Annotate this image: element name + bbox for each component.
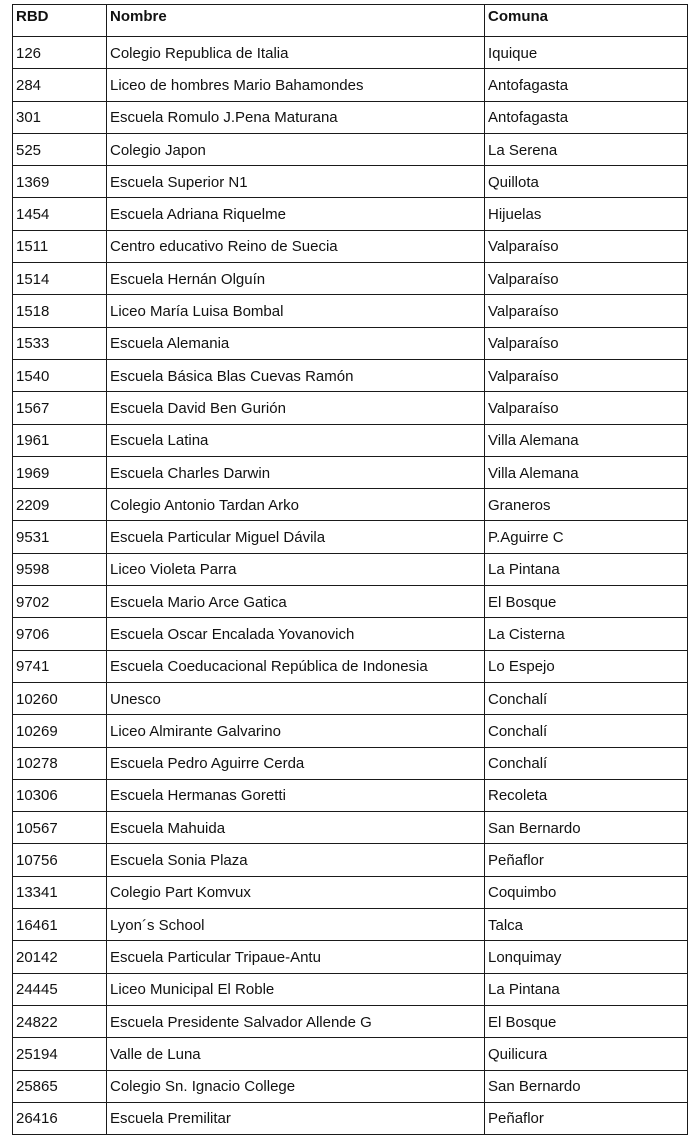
comuna-cell: Conchalí <box>485 715 688 747</box>
nombre-cell: Escuela Básica Blas Cuevas Ramón <box>107 359 485 391</box>
comuna-cell: Peñaflor <box>485 1102 688 1134</box>
school-list-sheet <box>12 4 687 1135</box>
rbd-cell: 24445 <box>13 973 107 1005</box>
comuna-cell: Peñaflor <box>485 844 688 876</box>
table-row <box>13 101 688 133</box>
nombre-cell: Centro educativo Reino de Suecia <box>107 230 485 262</box>
comuna-cell: Recoleta <box>485 779 688 811</box>
table-row <box>13 1102 688 1134</box>
comuna-cell: Villa Alemana <box>485 424 688 456</box>
nombre-cell: Escuela Romulo J.Pena Maturana <box>107 101 485 133</box>
rbd-cell: 1533 <box>13 327 107 359</box>
rbd-cell: 2209 <box>13 489 107 521</box>
header-row <box>13 5 688 37</box>
comuna-cell: San Bernardo <box>485 812 688 844</box>
table-row <box>13 327 688 359</box>
table-row <box>13 844 688 876</box>
rbd-cell: 10567 <box>13 812 107 844</box>
nombre-cell: Escuela Alemania <box>107 327 485 359</box>
nombre-cell: Escuela Hernán Olguín <box>107 263 485 295</box>
nombre-cell: Escuela Pedro Aguirre Cerda <box>107 747 485 779</box>
comuna-cell: La Cisterna <box>485 618 688 650</box>
rbd-cell: 26416 <box>13 1102 107 1134</box>
table-row <box>13 166 688 198</box>
nombre-cell: Liceo María Luisa Bombal <box>107 295 485 327</box>
comuna-cell: Valparaíso <box>485 295 688 327</box>
table-row <box>13 456 688 488</box>
table-row <box>13 747 688 779</box>
comuna-cell: La Serena <box>485 133 688 165</box>
comuna-cell: Valparaíso <box>485 263 688 295</box>
rbd-cell: 1514 <box>13 263 107 295</box>
table-row <box>13 1038 688 1070</box>
rbd-cell: 10278 <box>13 747 107 779</box>
nombre-cell: Escuela Premilitar <box>107 1102 485 1134</box>
comuna-cell: Hijuelas <box>485 198 688 230</box>
nombre-cell: Liceo Municipal El Roble <box>107 973 485 1005</box>
table-row <box>13 392 688 424</box>
comuna-cell: Graneros <box>485 489 688 521</box>
rbd-cell: 1511 <box>13 230 107 262</box>
table-row <box>13 553 688 585</box>
table-row <box>13 133 688 165</box>
nombre-cell: Colegio Japon <box>107 133 485 165</box>
nombre-cell: Escuela David Ben Gurión <box>107 392 485 424</box>
comuna-cell: Conchalí <box>485 682 688 714</box>
rbd-cell: 1567 <box>13 392 107 424</box>
schools-table <box>12 4 688 1135</box>
table-row <box>13 941 688 973</box>
rbd-cell: 9598 <box>13 553 107 585</box>
nombre-cell: Escuela Presidente Salvador Allende G <box>107 1005 485 1037</box>
table-row <box>13 876 688 908</box>
rbd-cell: 20142 <box>13 941 107 973</box>
comuna-cell: Antofagasta <box>485 101 688 133</box>
nombre-cell: Escuela Mario Arce Gatica <box>107 586 485 618</box>
rbd-cell: 126 <box>13 37 107 69</box>
rbd-cell: 1518 <box>13 295 107 327</box>
nombre-cell: Valle de Luna <box>107 1038 485 1070</box>
table-row <box>13 779 688 811</box>
comuna-cell: Valparaíso <box>485 359 688 391</box>
nombre-cell: Escuela Particular Tripaue-Antu <box>107 941 485 973</box>
rbd-cell: 525 <box>13 133 107 165</box>
rbd-cell: 284 <box>13 69 107 101</box>
table-row <box>13 230 688 262</box>
nombre-cell: Escuela Latina <box>107 424 485 456</box>
rbd-cell: 24822 <box>13 1005 107 1037</box>
rbd-cell: 10756 <box>13 844 107 876</box>
nombre-cell: Colegio Sn. Ignacio College <box>107 1070 485 1102</box>
table-row <box>13 973 688 1005</box>
comuna-cell: Villa Alemana <box>485 456 688 488</box>
table-row <box>13 489 688 521</box>
rbd-cell: 1369 <box>13 166 107 198</box>
nombre-cell: Colegio Part Komvux <box>107 876 485 908</box>
table-row <box>13 295 688 327</box>
nombre-cell: Liceo Almirante Galvarino <box>107 715 485 747</box>
rbd-cell: 9741 <box>13 650 107 682</box>
rbd-cell: 25194 <box>13 1038 107 1070</box>
table-row <box>13 1070 688 1102</box>
table-row <box>13 1005 688 1037</box>
rbd-cell: 10260 <box>13 682 107 714</box>
table-row <box>13 618 688 650</box>
table-row <box>13 682 688 714</box>
nombre-cell: Unesco <box>107 682 485 714</box>
comuna-cell: Antofagasta <box>485 69 688 101</box>
nombre-cell: Liceo Violeta Parra <box>107 553 485 585</box>
table-row <box>13 37 688 69</box>
comuna-cell: Iquique <box>485 37 688 69</box>
table-row <box>13 521 688 553</box>
comuna-cell: La Pintana <box>485 973 688 1005</box>
nombre-cell: Escuela Superior N1 <box>107 166 485 198</box>
rbd-column-header: RBD <box>13 5 107 37</box>
nombre-cell: Escuela Adriana Riquelme <box>107 198 485 230</box>
rbd-cell: 301 <box>13 101 107 133</box>
comuna-cell: El Bosque <box>485 1005 688 1037</box>
rbd-cell: 10306 <box>13 779 107 811</box>
comuna-cell: Quilicura <box>485 1038 688 1070</box>
comuna-cell: El Bosque <box>485 586 688 618</box>
table-header <box>13 5 688 37</box>
comuna-cell: Coquimbo <box>485 876 688 908</box>
comuna-cell: Valparaíso <box>485 392 688 424</box>
nombre-cell: Escuela Oscar Encalada Yovanovich <box>107 618 485 650</box>
comuna-cell: Conchalí <box>485 747 688 779</box>
nombre-column-header: Nombre <box>107 5 485 37</box>
table-row <box>13 812 688 844</box>
nombre-cell: Lyon´s School <box>107 909 485 941</box>
nombre-cell: Escuela Sonia Plaza <box>107 844 485 876</box>
nombre-cell: Escuela Particular Miguel Dávila <box>107 521 485 553</box>
comuna-cell: Lonquimay <box>485 941 688 973</box>
comuna-cell: Quillota <box>485 166 688 198</box>
nombre-cell: Liceo de hombres Mario Bahamondes <box>107 69 485 101</box>
nombre-cell: Escuela Mahuida <box>107 812 485 844</box>
rbd-cell: 9531 <box>13 521 107 553</box>
comuna-cell: San Bernardo <box>485 1070 688 1102</box>
comuna-cell: Valparaíso <box>485 327 688 359</box>
nombre-cell: Escuela Coeducacional República de Indonesia <box>107 650 485 682</box>
table-row <box>13 424 688 456</box>
rbd-cell: 1540 <box>13 359 107 391</box>
rbd-cell: 1961 <box>13 424 107 456</box>
rbd-cell: 10269 <box>13 715 107 747</box>
table-row <box>13 909 688 941</box>
nombre-cell: Escuela Charles Darwin <box>107 456 485 488</box>
rbd-cell: 9706 <box>13 618 107 650</box>
rbd-cell: 13341 <box>13 876 107 908</box>
table-row <box>13 263 688 295</box>
table-row <box>13 69 688 101</box>
comuna-column-header: Comuna <box>485 5 688 37</box>
nombre-cell: Colegio Republica de Italia <box>107 37 485 69</box>
nombre-cell: Colegio Antonio Tardan Arko <box>107 489 485 521</box>
comuna-cell: Talca <box>485 909 688 941</box>
rbd-cell: 1969 <box>13 456 107 488</box>
comuna-cell: P.Aguirre C <box>485 521 688 553</box>
nombre-cell: Escuela Hermanas Goretti <box>107 779 485 811</box>
table-row <box>13 715 688 747</box>
table-row <box>13 359 688 391</box>
table-row <box>13 650 688 682</box>
comuna-cell: La Pintana <box>485 553 688 585</box>
table-body <box>13 37 688 1135</box>
comuna-cell: Valparaíso <box>485 230 688 262</box>
rbd-cell: 9702 <box>13 586 107 618</box>
table-row <box>13 198 688 230</box>
rbd-cell: 1454 <box>13 198 107 230</box>
rbd-cell: 16461 <box>13 909 107 941</box>
comuna-cell: Lo Espejo <box>485 650 688 682</box>
rbd-cell: 25865 <box>13 1070 107 1102</box>
table-row <box>13 586 688 618</box>
